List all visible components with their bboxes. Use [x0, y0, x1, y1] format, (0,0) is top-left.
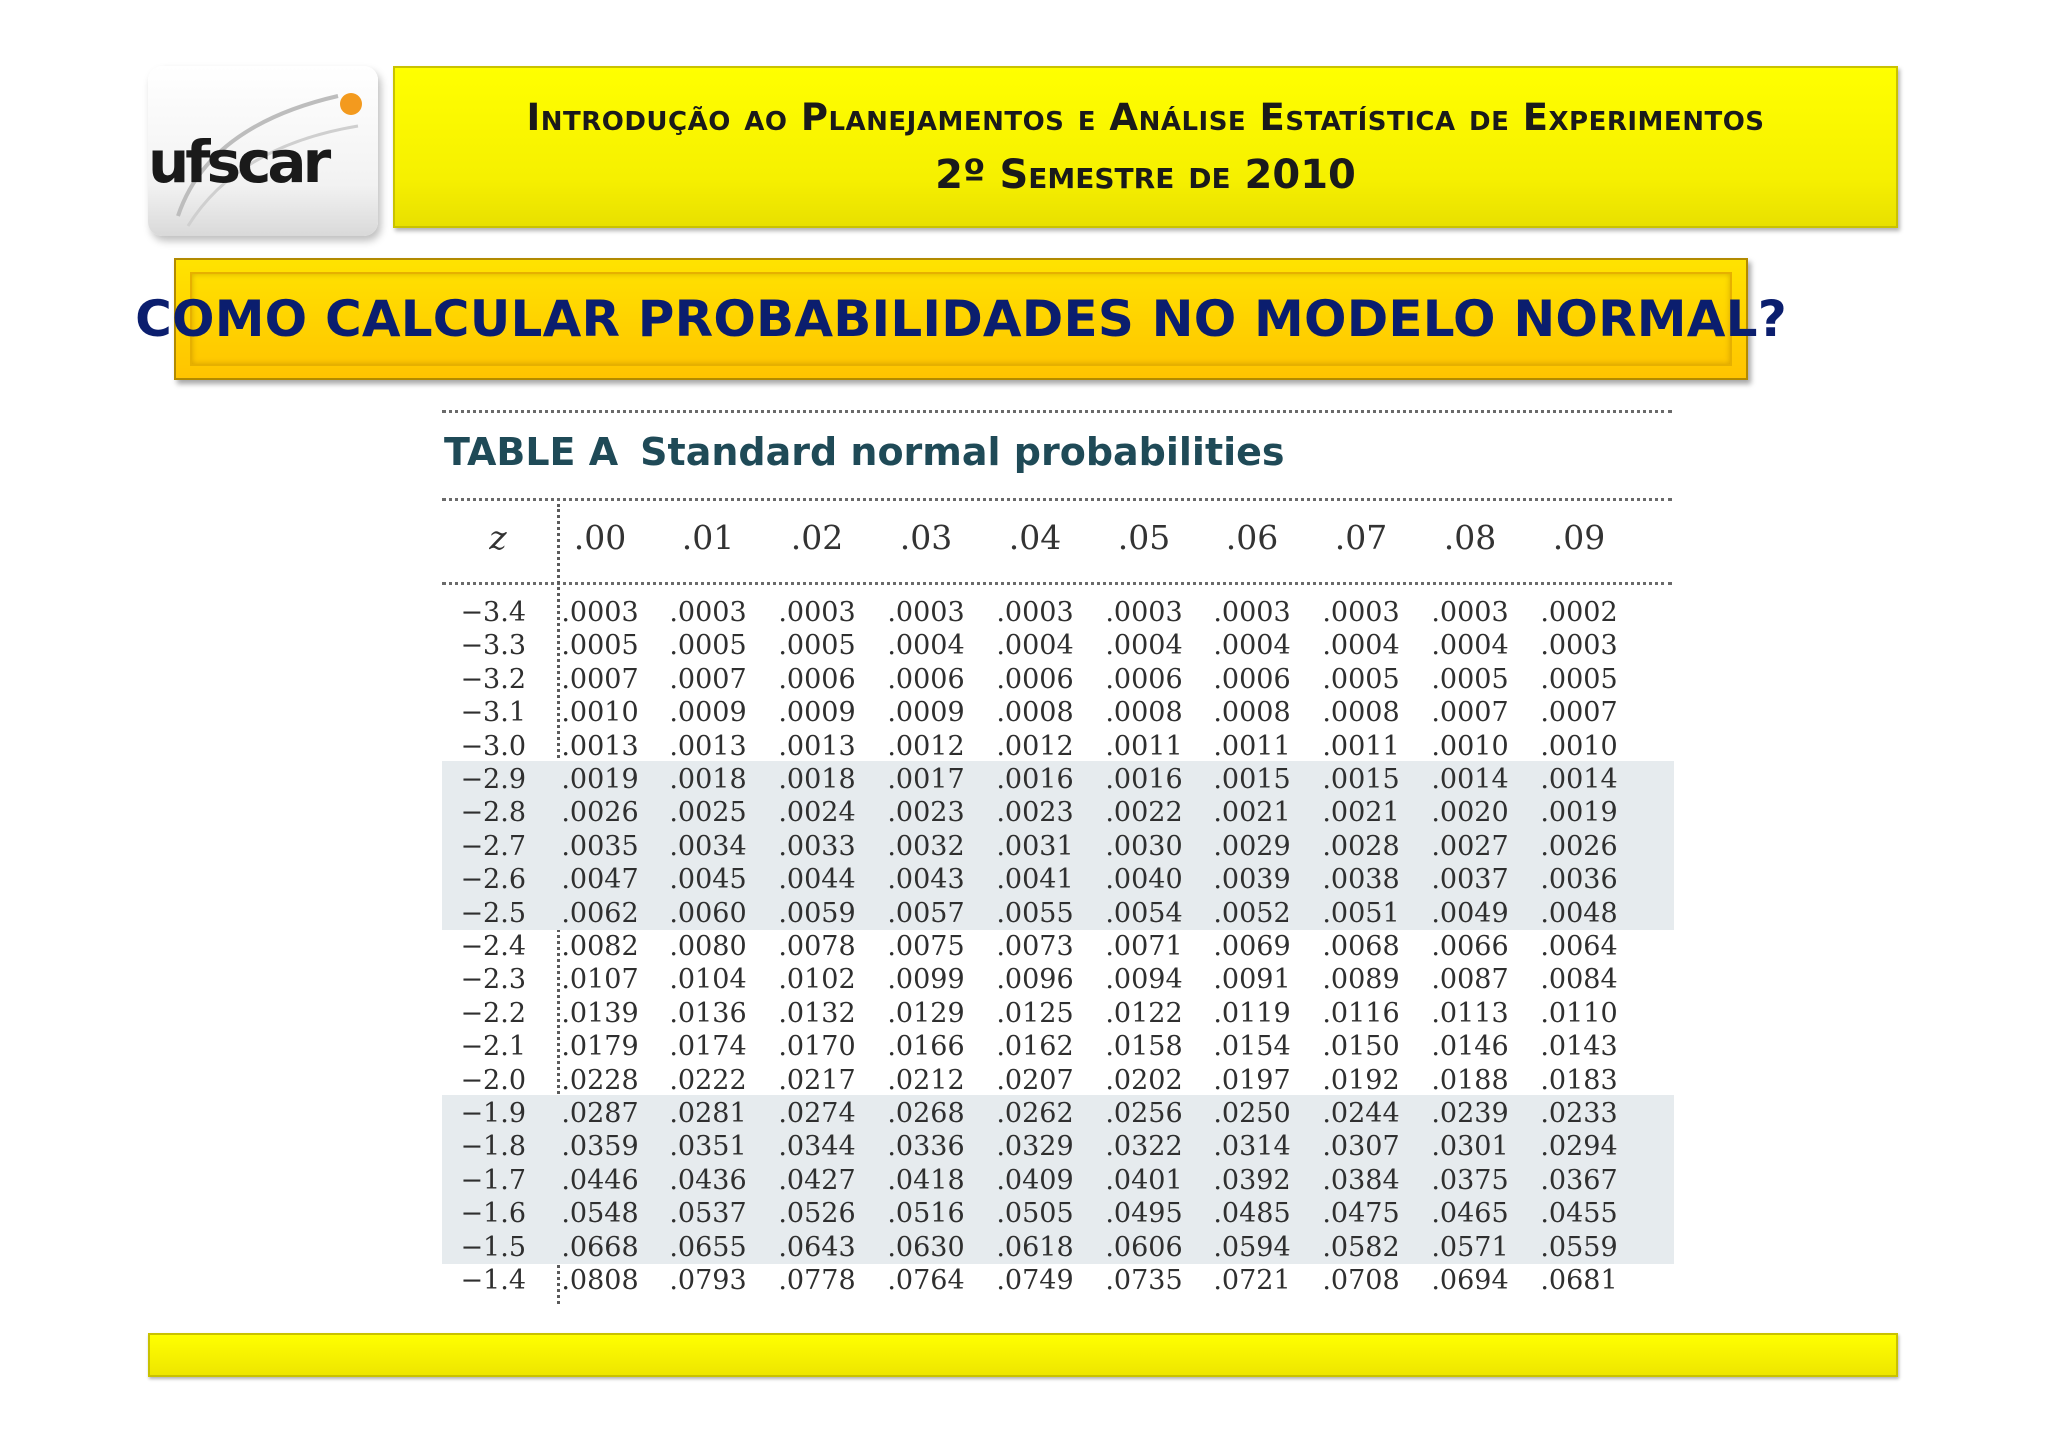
probability-cell: .0154	[1213, 1031, 1291, 1063]
z-value-cell: −3.4	[460, 597, 526, 628]
z-value-cell: −2.9	[460, 764, 526, 795]
probability-cell: .0011	[1105, 730, 1183, 762]
probability-cell: .0023	[887, 797, 965, 829]
probability-cell: .0102	[778, 964, 856, 996]
probability-cell: .0019	[561, 764, 639, 795]
probability-cell: .0024	[778, 797, 856, 829]
probability-cell: .0301	[1431, 1131, 1509, 1163]
table-row	[442, 1030, 1674, 1063]
probability-cell: .0019	[1540, 797, 1618, 829]
table-row	[442, 897, 1674, 930]
column-header: .04	[1008, 518, 1062, 557]
probability-cell: .0094	[1105, 964, 1183, 996]
probability-cell: .0018	[778, 764, 856, 795]
probability-cell: .0359	[561, 1131, 639, 1163]
probability-cell: .0475	[1322, 1198, 1400, 1230]
probability-cell: .0004	[1431, 630, 1509, 662]
probability-cell: .0008	[1322, 697, 1400, 729]
slide-question-frame	[135, 272, 1787, 366]
probability-cell: .0427	[778, 1164, 856, 1196]
slide-question-banner	[135, 258, 1787, 380]
probability-cell: .0668	[561, 1231, 639, 1263]
probability-cell: .0066	[1431, 931, 1509, 962]
probability-cell: .0010	[561, 697, 639, 729]
probability-cell: .0170	[778, 1031, 856, 1063]
probability-cell: .0005	[1322, 663, 1400, 695]
probability-cell: .0708	[1322, 1265, 1400, 1296]
probability-cell: .0207	[996, 1064, 1074, 1096]
z-value-cell: −2.4	[460, 931, 526, 962]
probability-cell: .0069	[1213, 931, 1291, 962]
probability-cell: .0010	[1431, 730, 1509, 762]
table-title-label: TABLE A	[444, 430, 619, 474]
table-row	[442, 1197, 1674, 1230]
probability-cell: .0020	[1431, 797, 1509, 829]
column-header: .01	[681, 518, 735, 557]
probability-cell: .0011	[1213, 730, 1291, 762]
probability-cell: .0174	[669, 1031, 747, 1063]
probability-cell: .0026	[1540, 830, 1618, 862]
probability-cell: .0139	[561, 997, 639, 1029]
probability-cell: .0630	[887, 1231, 965, 1263]
probability-cell: .0054	[1105, 897, 1183, 929]
probability-cell: .0089	[1322, 964, 1400, 996]
probability-cell: .0062	[561, 897, 639, 929]
probability-cell: .0375	[1431, 1164, 1509, 1196]
z-value-cell: −2.6	[460, 864, 526, 896]
probability-cell: .0526	[778, 1198, 856, 1230]
probability-cell: .0129	[887, 997, 965, 1029]
probability-cell: .0516	[887, 1198, 965, 1230]
probability-cell: .0039	[1213, 864, 1291, 896]
z-value-cell: −3.3	[460, 630, 526, 662]
probability-cell: .0643	[778, 1231, 856, 1263]
probability-cell: .0087	[1431, 964, 1509, 996]
probability-cell: .0505	[996, 1198, 1074, 1230]
probability-cell: .0228	[561, 1064, 639, 1096]
probability-cell: .0003	[1213, 597, 1291, 628]
probability-cell: .0002	[1540, 597, 1618, 628]
probability-cell: .0006	[1105, 663, 1183, 695]
probability-cell: .0016	[996, 764, 1074, 795]
probability-cell: .0212	[887, 1064, 965, 1096]
probability-cell: .0031	[996, 830, 1074, 862]
probability-cell: .0116	[1322, 997, 1400, 1029]
probability-cell: .0034	[669, 830, 747, 862]
table-row	[442, 1130, 1674, 1163]
probability-cell: .0294	[1540, 1131, 1618, 1163]
z-value-cell: −1.7	[460, 1164, 526, 1196]
probability-cell: .0084	[1540, 964, 1618, 996]
logo-orange-dot	[340, 93, 362, 115]
probability-cell: .0146	[1431, 1031, 1509, 1063]
probability-cell: .0003	[669, 597, 747, 628]
probability-cell: .0009	[887, 697, 965, 729]
probability-cell: .0041	[996, 864, 1074, 896]
probability-cell: .0017	[887, 764, 965, 795]
z-value-cell: −2.5	[460, 897, 526, 929]
course-header-banner	[393, 66, 1898, 228]
probability-cell: .0007	[1540, 697, 1618, 729]
z-value-cell: −2.3	[460, 964, 526, 996]
probability-cell: .0012	[996, 730, 1074, 762]
probability-cell: .0367	[1540, 1164, 1618, 1196]
probability-cell: .0749	[996, 1265, 1074, 1296]
probability-cell: .0132	[778, 997, 856, 1029]
probability-cell: .0618	[996, 1231, 1074, 1263]
probability-cell: .0009	[669, 697, 747, 729]
logo-wordmark: ufscar	[148, 128, 328, 196]
probability-cell: .0015	[1213, 764, 1291, 795]
z-value-cell: −2.2	[460, 997, 526, 1029]
column-header: .07	[1334, 518, 1388, 557]
column-header-z: z	[489, 518, 507, 557]
probability-cell: .0307	[1322, 1131, 1400, 1163]
probability-cell: .0446	[561, 1164, 639, 1196]
probability-cell: .0018	[669, 764, 747, 795]
table-row	[442, 696, 1674, 729]
table-row	[442, 663, 1674, 696]
probability-cell: .0287	[561, 1098, 639, 1129]
probability-cell: .0222	[669, 1064, 747, 1096]
probability-cell: .0004	[887, 630, 965, 662]
probability-cell: .0495	[1105, 1198, 1183, 1230]
table-title-text: Standard normal probabilities	[640, 430, 1285, 474]
probability-cell: .0262	[996, 1098, 1074, 1129]
probability-cell: .0188	[1431, 1064, 1509, 1096]
probability-cell: .0005	[1540, 663, 1618, 695]
course-title: Introdução ao Planejamentos e Análise Estatística de Experimentos	[526, 96, 1765, 139]
probability-cell: .0250	[1213, 1098, 1291, 1129]
probability-cell: .0594	[1213, 1231, 1291, 1263]
probability-cell: .0655	[669, 1231, 747, 1263]
probability-cell: .0136	[669, 997, 747, 1029]
probability-cell: .0091	[1213, 964, 1291, 996]
probability-cell: .0015	[1322, 764, 1400, 795]
probability-cell: .0329	[996, 1131, 1074, 1163]
probability-cell: .0735	[1105, 1265, 1183, 1296]
table-row	[442, 997, 1674, 1030]
probability-cell: .0344	[778, 1131, 856, 1163]
probability-cell: .0022	[1105, 797, 1183, 829]
probability-cell: .0073	[996, 931, 1074, 962]
probability-cell: .0003	[996, 597, 1074, 628]
probability-cell: .0256	[1105, 1098, 1183, 1129]
probability-cell: .0080	[669, 931, 747, 962]
probability-cell: .0007	[1431, 697, 1509, 729]
probability-cell: .0044	[778, 864, 856, 896]
column-header: .00	[573, 518, 627, 557]
probability-cell: .0006	[778, 663, 856, 695]
probability-cell: .0548	[561, 1198, 639, 1230]
probability-cell: .0183	[1540, 1064, 1618, 1096]
probability-cell: .0075	[887, 931, 965, 962]
table-row	[442, 1097, 1674, 1130]
probability-cell: .0162	[996, 1031, 1074, 1063]
table-row	[442, 1164, 1674, 1197]
probability-cell: .0314	[1213, 1131, 1291, 1163]
probability-cell: .0003	[778, 597, 856, 628]
z-value-cell: −1.9	[460, 1098, 526, 1129]
probability-cell: .0007	[669, 663, 747, 695]
probability-cell: .0409	[996, 1164, 1074, 1196]
probability-cell: .0068	[1322, 931, 1400, 962]
dotted-rule-title	[442, 498, 1672, 501]
probability-cell: .0202	[1105, 1064, 1183, 1096]
column-header: .03	[899, 518, 953, 557]
probability-cell: .0606	[1105, 1231, 1183, 1263]
probability-cell: .0003	[1431, 597, 1509, 628]
z-value-cell: −3.2	[460, 663, 526, 695]
probability-cell: .0003	[1540, 630, 1618, 662]
probability-cell: .0150	[1322, 1031, 1400, 1063]
probability-cell: .0030	[1105, 830, 1183, 862]
table-row	[442, 1264, 1674, 1297]
probability-cell: .0006	[887, 663, 965, 695]
probability-cell: .0027	[1431, 830, 1509, 862]
probability-cell: .0028	[1322, 830, 1400, 862]
probability-cell: .0113	[1431, 997, 1509, 1029]
slide-question-text: COMO CALCULAR PROBABILIDADES NO MODELO NORMAL?	[135, 290, 1787, 348]
probability-cell: .0049	[1431, 897, 1509, 929]
probability-cell: .0778	[778, 1265, 856, 1296]
probability-cell: .0107	[561, 964, 639, 996]
probability-cell: .0078	[778, 931, 856, 962]
probability-cell: .0233	[1540, 1098, 1618, 1129]
probability-cell: .0025	[669, 797, 747, 829]
probability-cell: .0045	[669, 864, 747, 896]
column-header: .06	[1225, 518, 1279, 557]
probability-cell: .0808	[561, 1265, 639, 1296]
probability-cell: .0351	[669, 1131, 747, 1163]
probability-cell: .0043	[887, 864, 965, 896]
table-row	[442, 763, 1674, 796]
table-row	[442, 629, 1674, 662]
probability-cell: .0013	[561, 730, 639, 762]
probability-cell: .0082	[561, 931, 639, 962]
probability-cell: .0051	[1322, 897, 1400, 929]
table-row	[442, 930, 1674, 963]
table-row	[442, 796, 1674, 829]
probability-cell: .0119	[1213, 997, 1291, 1029]
probability-cell: .0384	[1322, 1164, 1400, 1196]
probability-cell: .0217	[778, 1064, 856, 1096]
probability-cell: .0104	[669, 964, 747, 996]
probability-cell: .0007	[561, 663, 639, 695]
probability-cell: .0401	[1105, 1164, 1183, 1196]
dotted-rule-header	[442, 582, 1672, 585]
z-value-cell: −2.8	[460, 797, 526, 829]
probability-cell: .0004	[1322, 630, 1400, 662]
probability-cell: .0059	[778, 897, 856, 929]
probability-cell: .0052	[1213, 897, 1291, 929]
probability-cell: .0004	[996, 630, 1074, 662]
probability-cell: .0274	[778, 1098, 856, 1129]
probability-cell: .0004	[1105, 630, 1183, 662]
probability-cell: .0033	[778, 830, 856, 862]
probability-cell: .0016	[1105, 764, 1183, 795]
probability-cell: .0032	[887, 830, 965, 862]
z-value-cell: −3.0	[460, 730, 526, 762]
probability-cell: .0418	[887, 1164, 965, 1196]
probability-cell: .0239	[1431, 1098, 1509, 1129]
table-row	[442, 830, 1674, 863]
probability-cell: .0392	[1213, 1164, 1291, 1196]
probability-cell: .0036	[1540, 864, 1618, 896]
probability-cell: .0322	[1105, 1131, 1183, 1163]
probability-cell: .0004	[1213, 630, 1291, 662]
table-row	[442, 963, 1674, 996]
z-value-cell: −1.6	[460, 1198, 526, 1230]
probability-cell: .0336	[887, 1131, 965, 1163]
probability-cell: .0436	[669, 1164, 747, 1196]
z-value-cell: −1.4	[460, 1265, 526, 1296]
probability-cell: .0681	[1540, 1265, 1618, 1296]
probability-cell: .0197	[1213, 1064, 1291, 1096]
probability-cell: .0013	[669, 730, 747, 762]
probability-cell: .0179	[561, 1031, 639, 1063]
probability-cell: .0559	[1540, 1231, 1618, 1263]
table-row	[442, 596, 1674, 629]
probability-cell: .0008	[1213, 697, 1291, 729]
probability-cell: .0040	[1105, 864, 1183, 896]
column-header: .08	[1443, 518, 1497, 557]
column-header: .05	[1117, 518, 1171, 557]
probability-cell: .0764	[887, 1265, 965, 1296]
probability-cell: .0064	[1540, 931, 1618, 962]
probability-cell: .0055	[996, 897, 1074, 929]
probability-cell: .0166	[887, 1031, 965, 1063]
z-value-cell: −1.8	[460, 1131, 526, 1163]
z-value-cell: −2.7	[460, 830, 526, 862]
footer-bar	[148, 1333, 1898, 1377]
probability-cell: .0268	[887, 1098, 965, 1129]
probability-cell: .0003	[887, 597, 965, 628]
probability-cell: .0005	[778, 630, 856, 662]
dotted-rule-top	[442, 410, 1672, 413]
probability-cell: .0122	[1105, 997, 1183, 1029]
probability-cell: .0010	[1540, 730, 1618, 762]
probability-cell: .0029	[1213, 830, 1291, 862]
probability-cell: .0011	[1322, 730, 1400, 762]
probability-cell: .0012	[887, 730, 965, 762]
probability-cell: .0281	[669, 1098, 747, 1129]
probability-cell: .0060	[669, 897, 747, 929]
z-value-cell: −1.5	[460, 1231, 526, 1263]
table-title	[444, 430, 1285, 474]
probability-cell: .0125	[996, 997, 1074, 1029]
probability-cell: .0244	[1322, 1098, 1400, 1129]
probability-cell: .0793	[669, 1265, 747, 1296]
table-row	[442, 1231, 1674, 1264]
table-row	[442, 863, 1674, 896]
probability-cell: .0003	[1322, 597, 1400, 628]
table-row	[442, 1064, 1674, 1097]
probability-cell: .0096	[996, 964, 1074, 996]
probability-cell: .0537	[669, 1198, 747, 1230]
probability-cell: .0048	[1540, 897, 1618, 929]
z-value-cell: −3.1	[460, 697, 526, 729]
probability-cell: .0006	[996, 663, 1074, 695]
probability-cell: .0099	[887, 964, 965, 996]
probability-cell: .0014	[1431, 764, 1509, 795]
probability-cell: .0005	[1431, 663, 1509, 695]
probability-cell: .0005	[669, 630, 747, 662]
probability-cell: .0035	[561, 830, 639, 862]
probability-cell: .0721	[1213, 1265, 1291, 1296]
probability-cell: .0037	[1431, 864, 1509, 896]
probability-cell: .0021	[1322, 797, 1400, 829]
normal-probability-table	[420, 400, 1660, 1310]
column-header: .09	[1552, 518, 1606, 557]
probability-cell: .0485	[1213, 1198, 1291, 1230]
probability-cell: .0571	[1431, 1231, 1509, 1263]
probability-cell: .0582	[1322, 1231, 1400, 1263]
probability-cell: .0003	[561, 597, 639, 628]
probability-cell: .0009	[778, 697, 856, 729]
probability-cell: .0071	[1105, 931, 1183, 962]
probability-cell: .0110	[1540, 997, 1618, 1029]
probability-cell: .0021	[1213, 797, 1291, 829]
probability-cell: .0047	[561, 864, 639, 896]
probability-cell: .0057	[887, 897, 965, 929]
probability-cell: .0143	[1540, 1031, 1618, 1063]
probability-cell: .0158	[1105, 1031, 1183, 1063]
probability-cell: .0005	[561, 630, 639, 662]
probability-cell: .0694	[1431, 1265, 1509, 1296]
probability-cell: .0008	[1105, 697, 1183, 729]
column-header: .02	[790, 518, 844, 557]
table-row	[442, 730, 1674, 763]
probability-cell: .0465	[1431, 1198, 1509, 1230]
probability-cell: .0038	[1322, 864, 1400, 896]
probability-cell: .0192	[1322, 1064, 1400, 1096]
probability-cell: .0008	[996, 697, 1074, 729]
ufscar-logo	[148, 66, 378, 236]
probability-cell: .0014	[1540, 764, 1618, 795]
z-value-cell: −2.0	[460, 1064, 526, 1096]
semester-label: 2º Semestre de 2010	[935, 152, 1356, 198]
probability-cell: .0006	[1213, 663, 1291, 695]
probability-cell: .0003	[1105, 597, 1183, 628]
probability-cell: .0023	[996, 797, 1074, 829]
probability-cell: .0026	[561, 797, 639, 829]
probability-cell: .0013	[778, 730, 856, 762]
z-value-cell: −2.1	[460, 1031, 526, 1063]
probability-cell: .0455	[1540, 1198, 1618, 1230]
